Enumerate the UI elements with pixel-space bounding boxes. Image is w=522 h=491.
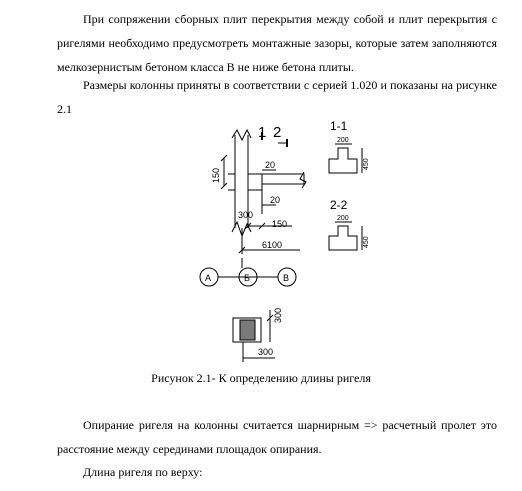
dim-6100-label: 6100 xyxy=(262,240,283,250)
dim-20-bottom-label: 20 xyxy=(270,195,281,205)
cut-label-1: 1 xyxy=(258,124,267,141)
axis-label-a: А xyxy=(205,273,212,283)
column-plan-height-label: 300 xyxy=(273,307,283,323)
section-1-title: 1-1 xyxy=(330,119,348,133)
dim-300-label: 300 xyxy=(238,210,254,220)
cut-label-2: 2 xyxy=(273,124,282,141)
section-2-height: 450 xyxy=(363,236,370,248)
figure-caption: Рисунок 2.1- К определению длины ригеля xyxy=(151,371,371,385)
column-plan-core xyxy=(240,320,255,340)
section-2-width: 200 xyxy=(337,215,349,222)
paragraph-beam-length: Длина ригеля по верху: xyxy=(83,465,203,479)
section-1-height: 450 xyxy=(363,158,370,170)
section-1-shape xyxy=(329,148,357,173)
dim-150-vertical-label: 150 xyxy=(211,167,221,183)
axis-label-v: В xyxy=(283,273,290,283)
paragraph-support: Опирание ригеля на колонны считается шарнирным => расчетный пролет это расстояние между серединами площадок опирания. xyxy=(57,418,497,456)
axis-label-b: Б xyxy=(244,273,250,283)
paragraph-column-sizes: Размеры колонны приняты в соответствии с серией 1.020 и показаны на рисунке 2.1 xyxy=(57,78,497,116)
beam-body xyxy=(262,174,304,184)
dim-150-bottom-label: 150 xyxy=(272,219,288,229)
section-1-width: 200 xyxy=(337,137,349,144)
section-2-shape xyxy=(329,226,357,250)
column-plan-width-label: 300 xyxy=(258,347,274,357)
dim-20-top-label: 20 xyxy=(265,160,276,170)
section-2-title: 2-2 xyxy=(330,198,348,212)
column-corbel xyxy=(248,174,262,190)
paragraph-joints: При сопряжении сборных плит перекрытия между собой и плит перекрытия с ригелями необходимо предусмотреть монтажные зазоры, которые затем заполняются мелкозернистым бетоном класса В не ниже бетона плиты. xyxy=(57,12,497,74)
